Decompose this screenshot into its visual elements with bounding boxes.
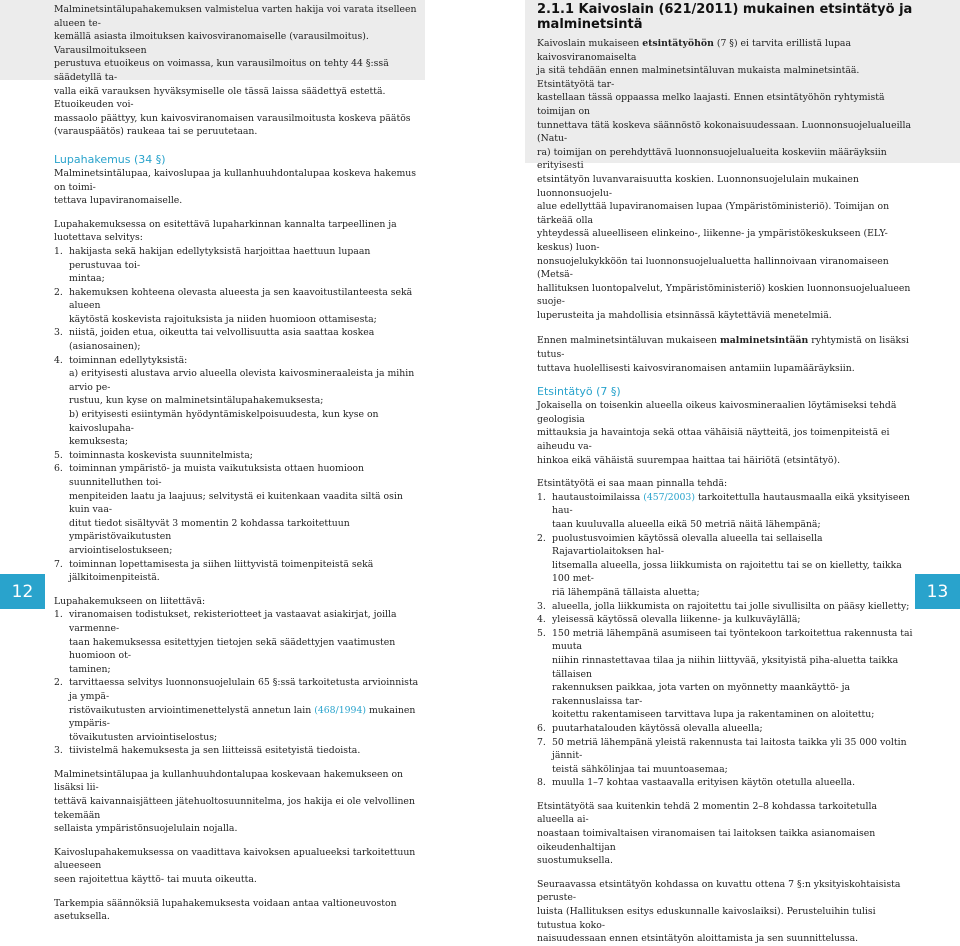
list-item: 7. 50 metriä lähempänä yleistä rakennusta tai laitosta taikka yli 35 000 voltin jännit- teistä sähkölinjaa tai muuntoasemaa; [537,736,907,775]
list-item: 8. muulla 1–7 kohtaa vastaavalla erityisen käytön otetulla alueella. [537,777,856,789]
list-item: 6. toiminnan ympäristö- ja muista vaikutuksista ottaen huomioon suunnitelluthen toi- menpiteiden laatu ja laajuus; selvitystä ei kuitenkaan vaadita siltä osin kuin vaa- ditut tiedot sisältyvät 3 momentin 2 kohdassa tarkoitettuun ympäristövaikutusten arviointiselostukseen; [54,463,403,556]
law-link[interactable]: (457/2003) [643,491,695,503]
attachments-intro: Lupahakemukseen on liitettävä: [54,595,206,607]
section-heading: Lupahakemus (34 §) [54,152,166,166]
page-number-left: 12 [0,574,45,609]
list-item: 2. hakemuksen kohteena olevasta alueesta ja sen kaavoitustilanteesta sekä alueen käytöstä koskevista rajoituksista ja niiden huomioon ottamisesta; [54,286,413,325]
list-intro: Etsintätyötä ei saa maan pinnalla tehdä: [537,478,728,490]
right-column: 2.1.1 Kaivoslain (621/2011) mukainen etsintätyö ja malminetsintä Kaivoslain mukaiseen etsintätyöhön (7 §) ei tarvita erillistä lupaa kaivosviranomaiselta ja sitä tehdään ennen malminetsintäluvan mukaista malminetsintää. Etsintätyötä tar- kastellaan tässä oppaassa melko laajasti. Ennen etsintätyöhön ryhtymistä toimijan on tunnettava tätä koskeva säännöstö kokonaisuudessaan. Luonnonsuojelualueilla (Natu- ra) toimijan on perehdyttävä luonnonsuojelualueita koskeviin määräyksiin erityisesti etsintätyön luvanvaraisuutta koskien. Luonnonsuojelulain mukainen luonnonsuojelu- alue edellyttää lupaviranomaisen lupaa (Ympäristöministeriö). Toimijan on tärkeää olla yhteydessä alueelliseen elinkeino-, liikenne- ja ympäristökeskukseen (ELY-keskus) luon- nonsuojelukykköön tai luonnonsuojelualuetta hallinnoivaan viranomaiseen (Metsä- hallituksen luontopalvelut, Ympäristöministeriö) koskien luonnonsuojelualueen suoje- luperusteita ja mahdollisia etsinnässä käytettäviä menetelmiä. Ennen malminetsintäluvan mukaiseen malminetsintään ryhtymistä on lisäksi tutus- tuttava huolellisesti kaivosviranomaisen antamiin lupamääräyksiin. Etsintätyö (7 §) Jokaisella on toisenkin alueella oikeus kaivosmineraalien löytämiseksi tehdä geologisia mittauksia ja havaintoja sekä ottaa vähäisiä näytteitä, jos toimenpiteistä ei aiheudu va- hinkoa eikä vähäistä suurempaa haittaa tai häiriötä (etsintätyö). Etsintätyötä ei saa maan pinnalla tehdä: 1. hautaustoimilaissa (457/2003) tarkoitettulla hautausmaalla eikä yksityiseen hau- taan kuuluvalla alueella eikä 50 metriä näitä lähempänä; 2. puolustusvoimien käytössä olevalla alueella tai sellaisella Rajavartiolaitoksen hal- litsemalla alueella, jossa liikkumista on rajoitettu tai se on kielletty, taikka 100 met- riä lähempänä tällaista aluetta; 3. alueella, jolla liikkumista on rajoitettu tai jolle sivullisilta on pääsy kielletty; 4. yleisessä käytössä olevalla liikenne- ja kulkuväylällä; 5. 150 metriä lähempänä asumiseen tai työntekoon tarkoitettua rakennusta tai muuta niihin rinnastettavaa tilaa ja niihin liittyvää, yksityistä piha-aluetta taikka tällaisen rakennuksen paikkaa, jota varten on myönnetty maankäyttö- ja rakennuslaissa tar- koitettu rakentamiseen tarvittava lupa ja rakentaminen on aloitettu; 6. puutarhatalouden käytössä olevalla alueella; 7. 50 metriä lähempänä yleistä rakennusta tai laitosta taikka yli 35 000 voltin jännit- teistä sähkölinjaa tai muuntoasemaa; 8. muulla 1–7 kohtaa vastaavalla erityisen käytön otetulla alueella. Etsintätyötä saa kuitenkin tehdä 2 momentin 2–8 kohdassa tarkoitetulla alueella ai- noastaan toimivaltaisen viranomaisen tai laitoksen taikka asianomaisen oikeudenhaltijan suostumuksella. Seuraavassa etsintätyön kohdassa on kuvattu ottena 7 §:n yksityiskohtaisista peruste- luista (Hallituksen esitys eduskunnalle kaivoslaiksi). Perusteluihin tulisi tutustua koko- naisuudessaan ennen etsintätyön aloittamista ja sen suunnittelussa. [537,2,915,946]
list-item: 2. puolustusvoimien käytössä olevalla alueella tai sellaisella Rajavartiolaitoksen hal- litsemalla alueella, jossa liikkumista on rajoitettu tai se on kielletty, taikka 100 met- riä lähempänä tällaista aluetta; [537,532,902,598]
page-number-right: 13 [915,574,960,609]
list-intro: Lupahakemuksessa on esitettävä lupaharkinnan kannalta tarpeellinen ja luotettava selvitys: [54,218,397,244]
list-item: 5. toiminnasta koskevista suunnitelmista; [54,449,253,461]
list-item: 3. tiivistelmä hakemuksesta ja sen liitteissä esitetyistä tiedoista. [54,745,361,757]
list-item: 1. hautaustoimilaissa (457/2003) tarkoitettulla hautausmaalla eikä yksityiseen hau- taan kuuluvalla alueella eikä 50 metriä näitä lähempänä; [537,491,910,530]
list-item: 4. toiminnan edellytyksistä: a) erityisesti alustava arvio alueella olevista kaivosmineraaleista ja mihin arvio pe- rustuu, kun kyse on malminetsintälupahakemuksesta; b) erityisesti esiintymän hyödyntämiskelpoisuudesta, kun kyse on kaivoslupaha- kemuksesta; [54,354,415,448]
list-item: 1. hakijasta sekä hakijan edellytyksistä harjoittaa haettuun lupaan perustuvaa toi- mintaa; [54,245,371,285]
list-item: 5. 150 metriä lähempänä asumiseen tai työntekoon tarkoitettua rakennusta tai muuta niihin rinnastettavaa tilaa ja niihin liittyvää, yksityistä piha-aluetta taikka tällaisen rakennuksen paikkaa, jota varten on myönnetty maankäyttö- ja rakennuslaissa tar- koitettu rakentamiseen tarvittava lupa ja rakentaminen on aloitettu; [537,627,913,721]
list-item: 3. alueella, jolla liikkumista on rajoitettu tai jolle sivullisilta on pääsy kielletty; [537,600,910,612]
box-heading: 2.1.1 Kaivoslain (621/2011) mukainen etsintätyö ja [537,2,913,17]
list-item: 1. viranomaisen todistukset, rekisteriotteet ja vastaavat asiakirjat, joilla varmenne- taan hakemuksessa esitettyjen tietojen sekä säädettyjen vaatimusten huomioon ot- taminen; [54,609,397,675]
law-link[interactable]: (468/1994) [314,704,366,716]
left-column: Malminetsintälupahakemuksen valmistelua varten hakija voi varata itselleen alueen te- kemällä asiasta ilmoituksen kaivosviranomaiselle (varausilmoitus). Varausilmoitukseen perustuva etuoikeus on voimassa, kun varausilmoitus on tehty 44 §:ssä säädetyllä ta- valla eikä varauksen hyväksymiselle ole tässä laissa säädettyä estettä. Etuoikeuden voi- massaolo päättyy, kun kaivosviranomaisen varausilmoitusta koskeva päätös (varauspäätös) raukeaa tai se peruutetaan. Lupahakemus (34 §) Malminetsintälupaa, kaivoslupaa ja kullanhuuhdontalupaa koskeva hakemus on toimi- tettava lupaviranomaiselle. Lupahakemuksessa on esitettävä lupaharkinnan kannalta tarpeellinen ja luotettava selvitys: 1. hakijasta sekä hakijan edellytyksistä harjoittaa haettuun lupaan perustuvaa toi- mintaa; 2. hakemuksen kohteena olevasta alueesta ja sen kaavoitustilanteesta sekä alueen käytöstä koskevista rajoituksista ja niiden huomioon ottamisesta; 3. niistä, joiden etua, oikeutta tai velvollisuutta asia saattaa koskea (asianosainen); 4. toiminnan edellytyksistä: a) erityisesti alustava arvio alueella olevista kaivosmineraaleista ja mihin arvio pe- rustuu, kun kyse on malminetsintälupahakemuksesta; b) erityisesti esiintymän hyödyntämiskelpoisuudesta, kun kyse on kaivoslupaha- kemuksesta; 5. toiminnasta koskevista suunnitelmista; 6. toiminnan ympäristö- ja muista vaikutuksista ottaen huomioon suunnitelluthen toi- menpiteiden laatu ja laajuus; selvitystä ei kuitenkaan vaadita siltä osin kuin vaa- ditut tiedot sisältyvät 3 momentin 2 kohdassa tarkoitettuun ympäristövaikutusten arviointiselostukseen; 7. toiminnan lopettamisesta ja siihen liittyvistä toimenpiteistä sekä jälkitoimenpiteistä. Lupahakemukseen on liitettävä: 1. viranomaisen todistukset, rekisteriotteet ja vastaavat asiakirjat, joilla varmenne- taan hakemuksessa esitettyjen tietojen sekä säädettyjen vaatimusten huomioon ot- taminen; 2. tarvittaessa selvitys luonnonsuojelulain 65 §:ssä tarkoitetusta arvioinnista ja ympä- ristövaikutusten arviointimenettelystä annetun lain (468/1994) mukainen ympäris- tövaikutusten arviointiselostus; 3. tiivistelmä hakemuksesta ja sen liitteissä esitetyistä tiedoista. Malminetsintälupaa ja kullanhuuhdontalupaa koskevaan hakemukseen on lisäksi lii- tettävä kaivannaisjätteen jätehuoltosuunnitelma, jos hakija ei ole velvollinen tekemään sellaista ympäristönsuojelulain nojalla. Kaivoslupahakemuksessa on vaadittava kaivoksen apualueeksi tarkoitettuun alueeseen seen rajoitettua käyttö- tai muuta oikeutta. Tarkempia säännöksiä lupahakemuksesta voidaan antaa valtioneuvoston asetuksella. [54,3,424,924]
list-item: 6. puutarhatalouden käytössä olevalla alueella; [537,722,763,734]
list-item: 3. niistä, joiden etua, oikeutta tai velvollisuutta asia saattaa koskea (asianosainen); [54,327,375,353]
list-item: 2. tarvittaessa selvitys luonnonsuojelulain 65 §:ssä tarkoitetusta arvioinnista ja ympä- ristövaikutusten arviointimenettelystä annetun lain (468/1994) mukainen ympäris- tövaikutusten arviointiselostus; [54,677,419,743]
section-heading: Etsintätyö (7 §) [537,385,621,399]
list-item: 4. yleisessä käytössä olevalla liikenne- ja kulkuväylällä; [537,614,801,626]
list-item: 7. toiminnan lopettamisesta ja siihen liittyvistä toimenpiteistä sekä jälkitoimenpiteistä. [54,558,374,584]
intro-box-text: Malminetsintälupahakemuksen valmistelua varten hakija voi varata itselleen alueen te- kemällä asiasta ilmoituksen kaivosviranomaiselle (varausilmoitus). Varausilmoitukseen perustuva etuoikeus on voimassa, kun varausilmoitus on tehty 44 §:ssä säädetyllä ta- valla eikä varauksen hyväksymiselle ole tässä laissa säädettyä estettä. Etuoikeuden voi- massaolo päättyy, kun kaivosviranomaisen varausilmoitusta koskeva päätös (varauspäätös) raukeaa tai se peruutetaan. [54,4,417,138]
